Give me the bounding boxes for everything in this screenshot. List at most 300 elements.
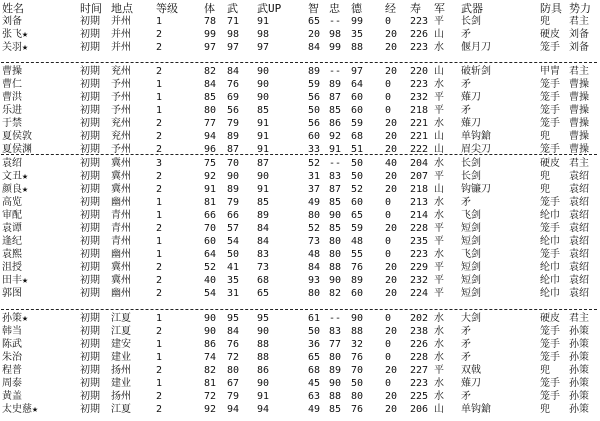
cell-force-up: 87 (257, 158, 270, 169)
cell-virtue: 80 (351, 391, 364, 402)
cell-loyalty: 98 (329, 29, 342, 40)
cell-force-up: 65 (257, 288, 270, 299)
cell-loyalty: 90 (329, 210, 342, 221)
cell-name: 刘备 (2, 16, 22, 27)
cell-virtue: 76 (351, 404, 364, 415)
cell-intelligence: 65 (308, 16, 321, 27)
cell-armor: 甲胄 (540, 66, 560, 77)
cell-force: 79 (227, 391, 240, 402)
cell-place: 江夏 (111, 326, 131, 337)
cell-force: 80 (227, 365, 240, 376)
cell-army-type: 平 (434, 16, 444, 27)
cell-army-type: 水 (434, 197, 444, 208)
cell-experience: 20 (385, 365, 398, 376)
cell-weapon: 单钩鎗 (461, 131, 491, 142)
cell-intelligence: 52 (308, 223, 321, 234)
cell-place: 冀州 (111, 184, 131, 195)
cell-faction: 孙策 (569, 404, 589, 415)
cell-intelligence: 80 (308, 210, 321, 221)
cell-loyalty: 83 (329, 171, 342, 182)
cell-grade: 1 (156, 249, 163, 260)
cell-grade: 2 (156, 118, 163, 129)
header-place: 地点 (111, 2, 133, 15)
cell-army-type: 水 (434, 339, 444, 350)
cell-faction: 刘备 (569, 29, 589, 40)
cell-faction: 君主 (569, 158, 589, 169)
cell-grade: 2 (156, 326, 163, 337)
cell-force-up: 85 (257, 105, 270, 116)
cell-virtue: 90 (351, 313, 364, 324)
cell-weapon: 矛 (461, 29, 471, 40)
cell-intelligence: 65 (308, 352, 321, 363)
cell-army-type: 水 (434, 158, 444, 169)
cell-force-up: 90 (257, 378, 270, 389)
cell-weapon: 短剑 (461, 288, 481, 299)
cell-name: 关羽★ (2, 42, 29, 53)
table-row[interactable] (0, 338, 600, 351)
table-row[interactable] (0, 117, 600, 130)
cell-body: 85 (204, 92, 217, 103)
header-virtue: 德 (351, 2, 362, 15)
table-row[interactable] (0, 28, 600, 41)
cell-time: 初期 (80, 275, 100, 286)
table-row[interactable] (0, 157, 600, 170)
cell-place: 予州 (111, 92, 131, 103)
cell-force-up: 91 (257, 184, 270, 195)
cell-virtue: 59 (351, 223, 364, 234)
table-row[interactable] (0, 91, 600, 104)
cell-armor: 硬皮 (540, 313, 560, 324)
cell-force-up: 84 (257, 223, 270, 234)
cell-grade: 2 (156, 404, 163, 415)
cell-faction: 袁绍 (569, 262, 589, 273)
cell-time: 初期 (80, 210, 100, 221)
cell-faction: 刘备 (569, 42, 589, 53)
cell-experience: 0 (385, 79, 392, 90)
cell-force-up: 89 (257, 210, 270, 221)
cell-force-up: 90 (257, 92, 270, 103)
cell-place: 冀州 (111, 158, 131, 169)
cell-army-type: 水 (434, 210, 444, 221)
cell-faction: 袁绍 (569, 210, 589, 221)
cell-loyalty: 86 (329, 118, 342, 129)
cell-force: 71 (227, 16, 240, 27)
cell-experience: 20 (385, 275, 398, 286)
cell-place: 兖州 (111, 118, 131, 129)
cell-army-type: 平 (434, 288, 444, 299)
cell-force: 84 (227, 66, 240, 77)
table-row[interactable] (0, 41, 600, 54)
cell-grade: 2 (156, 144, 163, 155)
cell-experience: 0 (385, 378, 392, 389)
cell-name: 田丰★ (2, 275, 29, 286)
header-weapon: 武器 (461, 2, 483, 15)
cell-army-type: 平 (434, 171, 444, 182)
cell-time: 初期 (80, 118, 100, 129)
header-experience: 经 (385, 2, 396, 15)
cell-intelligence: 84 (308, 262, 321, 273)
table-row[interactable] (0, 235, 600, 248)
cell-army-type: 平 (434, 275, 444, 286)
cell-experience: 20 (385, 184, 398, 195)
cell-name: 袁熙 (2, 249, 22, 260)
cell-force-up: 88 (257, 352, 270, 363)
group-separator (1, 309, 597, 310)
cell-intelligence: 33 (308, 144, 321, 155)
cell-armor: 兜 (540, 16, 550, 27)
cell-lifespan: 223 (410, 79, 429, 90)
table-row[interactable] (0, 222, 600, 235)
cell-loyalty: 80 (329, 236, 342, 247)
cell-intelligence: 60 (308, 131, 321, 142)
cell-body: 66 (204, 210, 217, 221)
cell-time: 初期 (80, 365, 100, 376)
cell-force: 76 (227, 79, 240, 90)
cell-place: 建业 (111, 352, 131, 363)
cell-weapon: 短剑 (461, 275, 481, 286)
cell-faction: 袁绍 (569, 275, 589, 286)
table-row[interactable] (0, 261, 600, 274)
cell-body: 75 (204, 158, 217, 169)
cell-body: 97 (204, 42, 217, 53)
cell-armor: 硬皮 (540, 29, 560, 40)
cell-force: 95 (227, 313, 240, 324)
header-body: 体 (204, 2, 215, 15)
cell-name: 夏侯敦 (2, 131, 32, 142)
cell-faction: 袁绍 (569, 184, 589, 195)
cell-virtue: 35 (351, 29, 364, 40)
cell-faction: 曹操 (569, 131, 589, 142)
header-name: 姓名 (2, 2, 24, 15)
cell-time: 初期 (80, 42, 100, 53)
cell-place: 予州 (111, 144, 131, 155)
group-separator (1, 62, 597, 63)
cell-force: 76 (227, 339, 240, 350)
cell-name: 朱治 (2, 352, 22, 363)
cell-body: 99 (204, 29, 217, 40)
cell-loyalty: -- (329, 313, 342, 324)
cell-armor: 纶巾 (540, 210, 560, 221)
cell-faction: 曹操 (569, 92, 589, 103)
cell-experience: 0 (385, 339, 392, 350)
cell-place: 兖州 (111, 131, 131, 142)
table-row[interactable] (0, 287, 600, 300)
cell-armor: 纶巾 (540, 262, 560, 273)
cell-place: 扬州 (111, 391, 131, 402)
cell-experience: 40 (385, 158, 398, 169)
cell-place: 扬州 (111, 365, 131, 376)
table-row[interactable] (0, 65, 600, 78)
cell-time: 初期 (80, 197, 100, 208)
header-grade: 等级 (156, 2, 178, 15)
cell-armor: 笼手 (540, 79, 560, 90)
group-separator (1, 154, 597, 155)
cell-faction: 袁绍 (569, 223, 589, 234)
table-row[interactable] (0, 403, 600, 416)
cell-experience: 20 (385, 66, 398, 77)
cell-lifespan: 227 (410, 365, 429, 376)
cell-force-up: 91 (257, 144, 270, 155)
table-row[interactable] (0, 312, 600, 325)
cell-virtue: 64 (351, 79, 364, 90)
cell-grade: 2 (156, 223, 163, 234)
cell-grade: 1 (156, 210, 163, 221)
cell-weapon: 钩镰刀 (461, 184, 491, 195)
cell-armor: 笼手 (540, 249, 560, 260)
cell-force: 89 (227, 184, 240, 195)
cell-grade: 2 (156, 288, 163, 299)
cell-intelligence: 37 (308, 184, 321, 195)
cell-virtue: 89 (351, 275, 364, 286)
table-row[interactable] (0, 15, 600, 28)
cell-virtue: 55 (351, 249, 364, 260)
cell-name: 郭图 (2, 288, 22, 299)
cell-experience: 20 (385, 404, 398, 415)
cell-armor: 笼手 (540, 197, 560, 208)
cell-name: 袁谭 (2, 223, 22, 234)
cell-body: 80 (204, 105, 217, 116)
cell-grade: 1 (156, 105, 163, 116)
cell-lifespan: 235 (410, 236, 429, 247)
cell-loyalty: -- (329, 16, 342, 27)
cell-armor: 兜 (540, 131, 550, 142)
cell-name: 乐进 (2, 105, 22, 116)
cell-place: 江夏 (111, 404, 131, 415)
cell-grade: 2 (156, 365, 163, 376)
cell-virtue: 48 (351, 236, 364, 247)
cell-army-type: 山 (434, 29, 444, 40)
cell-force: 97 (227, 42, 240, 53)
table-row[interactable] (0, 377, 600, 390)
cell-lifespan: 228 (410, 352, 429, 363)
cell-army-type: 平 (434, 365, 444, 376)
cell-intelligence: 80 (308, 288, 321, 299)
cell-lifespan: 202 (410, 313, 429, 324)
cell-force: 54 (227, 236, 240, 247)
cell-loyalty: 85 (329, 197, 342, 208)
cell-intelligence: 49 (308, 197, 321, 208)
cell-time: 初期 (80, 92, 100, 103)
cell-armor: 笼手 (540, 92, 560, 103)
cell-time: 初期 (80, 16, 100, 27)
cell-experience: 20 (385, 118, 398, 129)
cell-loyalty: 85 (329, 223, 342, 234)
cell-name: 太史慈★ (2, 404, 39, 415)
cell-place: 幽州 (111, 249, 131, 260)
cell-body: 70 (204, 223, 217, 234)
cell-grade: 1 (156, 92, 163, 103)
cell-army-type: 水 (434, 118, 444, 129)
table-row[interactable] (0, 248, 600, 261)
table-row[interactable] (0, 351, 600, 364)
cell-lifespan: 214 (410, 210, 429, 221)
cell-force-up: 90 (257, 66, 270, 77)
cell-place: 建安 (111, 339, 131, 350)
cell-time: 初期 (80, 404, 100, 415)
cell-loyalty: -- (329, 66, 342, 77)
cell-weapon: 矛 (461, 105, 471, 116)
cell-name: 沮授 (2, 262, 22, 273)
cell-armor: 笼手 (540, 391, 560, 402)
cell-loyalty: 77 (329, 339, 342, 350)
table-row[interactable] (0, 130, 600, 143)
cell-body: 92 (204, 404, 217, 415)
cell-body: 78 (204, 16, 217, 27)
cell-loyalty: 80 (329, 352, 342, 363)
table-row[interactable] (0, 78, 600, 91)
table-row[interactable] (0, 170, 600, 183)
cell-armor: 兜 (540, 171, 550, 182)
header-force-up: 武UP (257, 2, 282, 15)
cell-intelligence: 20 (308, 29, 321, 40)
cell-grade: 2 (156, 184, 163, 195)
cell-loyalty: 82 (329, 288, 342, 299)
header-armor: 防具 (540, 2, 562, 15)
cell-loyalty: 80 (329, 249, 342, 260)
cell-time: 初期 (80, 288, 100, 299)
cell-time: 初期 (80, 378, 100, 389)
cell-grade: 1 (156, 378, 163, 389)
cell-name: 逢纪 (2, 236, 22, 247)
cell-weapon: 矛 (461, 326, 471, 337)
table-row[interactable] (0, 364, 600, 377)
cell-loyalty: 91 (329, 144, 342, 155)
cell-faction: 孙策 (569, 391, 589, 402)
cell-army-type: 平 (434, 262, 444, 273)
cell-force: 94 (227, 404, 240, 415)
cell-weapon: 飞剑 (461, 210, 481, 221)
cell-experience: 0 (385, 92, 392, 103)
cell-time: 初期 (80, 184, 100, 195)
cell-body: 82 (204, 365, 217, 376)
cell-time: 初期 (80, 131, 100, 142)
cell-name: 周泰 (2, 378, 22, 389)
cell-lifespan: 222 (410, 144, 429, 155)
cell-army-type: 水 (434, 79, 444, 90)
cell-intelligence: 93 (308, 275, 321, 286)
cell-army-type: 平 (434, 105, 444, 116)
cell-body: 84 (204, 79, 217, 90)
cell-experience: 0 (385, 210, 392, 221)
cell-name: 曹操 (2, 66, 22, 77)
cell-weapon: 矛 (461, 197, 471, 208)
cell-army-type: 水 (434, 326, 444, 337)
cell-experience: 20 (385, 171, 398, 182)
cell-faction: 孙策 (569, 365, 589, 376)
cell-weapon: 薙刀 (461, 378, 481, 389)
cell-name: 程普 (2, 365, 22, 376)
table-row[interactable] (0, 196, 600, 209)
cell-place: 建业 (111, 378, 131, 389)
cell-place: 幽州 (111, 197, 131, 208)
cell-body: 91 (204, 184, 217, 195)
cell-army-type: 水 (434, 378, 444, 389)
cell-lifespan: 223 (410, 378, 429, 389)
cell-loyalty: 83 (329, 326, 342, 337)
cell-lifespan: 223 (410, 42, 429, 53)
cell-force: 69 (227, 92, 240, 103)
cell-intelligence: 48 (308, 249, 321, 260)
cell-body: 77 (204, 118, 217, 129)
cell-experience: 20 (385, 391, 398, 402)
cell-place: 冀州 (111, 171, 131, 182)
cell-experience: 20 (385, 144, 398, 155)
cell-experience: 20 (385, 288, 398, 299)
header-force: 武 (227, 2, 238, 15)
cell-experience: 0 (385, 313, 392, 324)
cell-force-up: 73 (257, 262, 270, 273)
cell-lifespan: 204 (410, 158, 429, 169)
cell-intelligence: 56 (308, 118, 321, 129)
cell-name: 张飞★ (2, 29, 29, 40)
header-time: 时间 (80, 2, 102, 15)
cell-grade: 2 (156, 66, 163, 77)
cell-grade: 1 (156, 339, 163, 350)
cell-intelligence: 31 (308, 171, 321, 182)
cell-loyalty: 89 (329, 365, 342, 376)
cell-faction: 君主 (569, 16, 589, 27)
cell-faction: 袁绍 (569, 171, 589, 182)
cell-faction: 袁绍 (569, 249, 589, 260)
cell-lifespan: 221 (410, 131, 429, 142)
table-row[interactable] (0, 209, 600, 222)
cell-time: 初期 (80, 223, 100, 234)
table-row[interactable] (0, 274, 600, 287)
cell-name: 曹仁 (2, 79, 22, 90)
cell-force-up: 68 (257, 275, 270, 286)
table-row[interactable] (0, 390, 600, 403)
cell-force-up: 97 (257, 42, 270, 53)
cell-name: 韩当 (2, 326, 22, 337)
cell-weapon: 短剑 (461, 262, 481, 273)
cell-intelligence: 61 (308, 313, 321, 324)
cell-time: 初期 (80, 313, 100, 324)
cell-name: 黄盖 (2, 391, 22, 402)
cell-experience: 20 (385, 131, 398, 142)
table-row[interactable] (0, 325, 600, 338)
cell-armor: 兜 (540, 184, 550, 195)
cell-faction: 孙策 (569, 378, 589, 389)
cell-virtue: 99 (351, 16, 364, 27)
cell-lifespan: 225 (410, 391, 429, 402)
cell-force: 90 (227, 171, 240, 182)
table-row[interactable] (0, 104, 600, 117)
cell-armor: 笼手 (540, 144, 560, 155)
cell-place: 予州 (111, 105, 131, 116)
cell-body: 86 (204, 339, 217, 350)
cell-virtue: 59 (351, 118, 364, 129)
cell-intelligence: 63 (308, 391, 321, 402)
cell-lifespan: 218 (410, 105, 429, 116)
cell-faction: 曹操 (569, 79, 589, 90)
cell-grade: 2 (156, 262, 163, 273)
cell-force: 50 (227, 249, 240, 260)
cell-faction: 袁绍 (569, 288, 589, 299)
cell-time: 初期 (80, 339, 100, 350)
cell-experience: 0 (385, 352, 392, 363)
cell-faction: 孙策 (569, 339, 589, 350)
cell-loyalty: 85 (329, 105, 342, 116)
cell-virtue: 50 (351, 171, 364, 182)
cell-lifespan: 207 (410, 171, 429, 182)
cell-force-up: 91 (257, 118, 270, 129)
cell-force: 66 (227, 210, 240, 221)
cell-weapon: 破斩剑 (461, 66, 491, 77)
cell-virtue: 51 (351, 144, 364, 155)
cell-experience: 20 (385, 223, 398, 234)
table-row[interactable] (0, 183, 600, 196)
cell-armor: 笼手 (540, 42, 560, 53)
